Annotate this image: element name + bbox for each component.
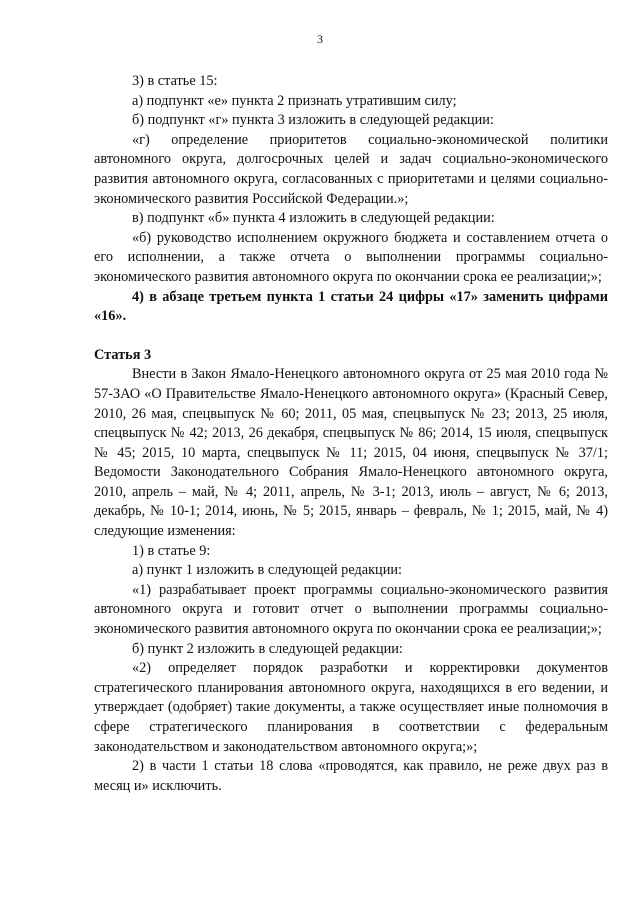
paragraph-art9-a-quote: «1) разрабатывает проект программы социально-экономического развития автономного округа и готовит отчет о выполнении программы социально-экономического развития автономного округа по окончании срока ее реализации;»; — [94, 581, 608, 638]
document-body — [94, 72, 608, 796]
paragraph-art15-a: а) подпункт «е» пункта 2 признать утратившим силу; — [132, 92, 457, 109]
article-3-heading: Статья 3 — [94, 346, 152, 363]
paragraph-art15-intro: 3) в статье 15: — [132, 73, 218, 89]
paragraph-art15-b: б) подпункт «г» пункта 3 изложить в следующей редакции: — [132, 112, 494, 129]
page-number: 3 — [317, 32, 323, 46]
paragraph-art15-c: в) подпункт «б» пункта 4 изложить в следующей редакции: — [132, 210, 495, 227]
paragraph-art24: 4) в абзаце третьем пункта 1 статьи 24 цифры «17» заменить цифрами «16». — [94, 288, 608, 325]
paragraph-art15-c-quote: «б) руководство исполнением окружного бюджета и составлением отчета о его исполнении, а также отчета о выполнении программы социально-экономического развития автономного округа по окончании срока ее реализации;»; — [94, 229, 608, 285]
paragraph-art18: 2) в части 1 статьи 18 слова «проводятся, как правило, не реже двух раз в месяц и» исключить. — [94, 758, 608, 794]
paragraph-article3-intro: Внести в Закон Ямало-Ненецкого автономного округа от 25 мая 2010 года № 57-ЗАО «О Правительстве Ямало-Ненецкого автономного округа» (Красный Север, 2010, 26 мая, спецвыпуск № 60; 2011, 05 мая, спецвыпуск № 23; 2013, 25 июля, спецвыпуск № 42; 2013, 26 декабря, спецвыпуск № 86; 2014, 15 июля, спецвыпуск № 45; 2015, 10 марта, спецвыпуск № 11; 2015, 04 июня, спецвыпуск № 37/1; Ведомости Законодательного Собрания Ямало-Ненецкого автономного округа, 2010, апрель – май, № 4; 2011, апрель, № 3-1; 2013, июль – август, № 6; 2013, декабрь, № 10-1; 2014, июнь, № 5; 2015, январь – февраль, № 1; 2015, май, № 4) следующие изменения: — [94, 366, 608, 540]
paragraph-art9-intro: 1) в статье 9: — [132, 542, 211, 559]
paragraph-art9-b: б) пункт 2 изложить в следующей редакции: — [132, 640, 403, 657]
paragraph-art15-b-quote: «г) определение приоритетов социально-экономической политики автономного округа, долгосрочных целей и задач социально-экономического развития автономного округа, согласованных с приоритетами и целями социально-экономического развития Российской Федерации.»; — [94, 131, 608, 207]
paragraph-art9-a: а) пункт 1 изложить в следующей редакции: — [132, 562, 402, 579]
paragraph-art9-b-quote: «2) определяет порядок разработки и корректировки документов стратегического планирования автономного округа, находящихся в его ведении, и утверждает (одобряет) такие документы, а также осуществляет иные полномочия в сфере стратегического планирования в соответствии с федеральным законодательством и законодательством автономного округа;»; — [94, 660, 608, 755]
